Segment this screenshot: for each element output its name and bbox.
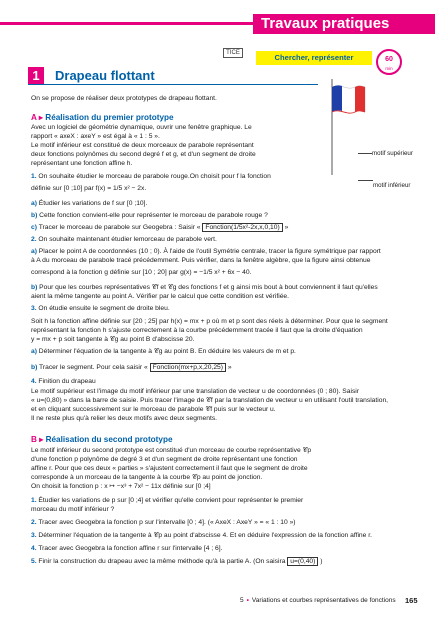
q-text: Tracer le segment. Pour cela saisir « [37, 364, 150, 371]
para: correspond à la fonction g définie sur [10 ; 20] par g(x) = −1/5 x² + 6x − 40. [31, 269, 252, 276]
geogebra-command: u=(0,40) [287, 557, 318, 566]
para: « u=(0,80) » dans la barre de saisie. Puis tracer l'image de 𝒞f par la translation de vecteur u en utilisant l'outil translation, [31, 397, 389, 404]
q-letter: a) [31, 200, 37, 207]
question-1-formula: définie sur [0 ;10] par f(x) = 1/5 x² − 2x. [31, 185, 147, 192]
chapter-number: 5 [240, 597, 244, 604]
q-text: Étudier les variations de p sur [0 ;4] et vérifier qu'elle convient pour représenter le premier [36, 497, 304, 504]
q-text: Tracer le morceau de parabole sur Geogebra : Saisir « [36, 224, 203, 231]
flag-red-band [355, 86, 365, 112]
skill-badge: Chercher, représenter [256, 51, 372, 65]
question-1c [31, 224, 288, 233]
q-number: 4. [31, 378, 37, 385]
flag-illustration [329, 79, 369, 179]
para: Le motif inférieur du second prototype est constitué d'un morceau de courbe représentative 𝒞p [31, 447, 312, 454]
section-a-label: A ▸ [31, 113, 46, 122]
q-text: On étudie ensuite le segment de droite bleu. [36, 305, 170, 312]
para: y = mx + p soit tangente à 𝒞g au point B d'abscisse 20. [31, 336, 195, 343]
upper-callout-line [358, 153, 372, 154]
q-text: Déterminer l'équation de la tangente à 𝒞p au point d'abscisse 4. Et en déduire l'expression de la fonction affine r. [36, 532, 372, 539]
page-number: 165 [405, 596, 418, 605]
question-b1 [31, 497, 303, 506]
question-1 [31, 173, 271, 182]
lower-motif-label: motif inférieur [373, 182, 411, 189]
q-text: Placer le point A de coordonnées (10 ; 0). À l'aide de l'outil Symétrie centrale, tracer la figure symétrique par rapport [36, 248, 381, 255]
question-3 [31, 305, 170, 314]
para: Le motif supérieur est l'image du motif inférieur par une translation de vecteur u de coordonnées (0 ; 80). Saisir [31, 388, 360, 395]
q-text: Tracer avec Geogebra la fonction p sur l'intervalle [0 ; 4]. (« AxeX : AxeY » = « 1 : 10 ») [36, 519, 296, 526]
q-text: Déterminer l'équation de la tangente à 𝒞g au point B. En déduire les valeurs de m et p. [36, 348, 296, 355]
para: Soit h la fonction affine définie sur [20 ; 25] par h(x) = mx + p où m et p sont des réels à déterminer. Pour que le segment [31, 318, 388, 325]
para: à A du morceau de parabole tracé précédemment. Puis vérifier, dans la fenêtre algèbre, que la figure ainsi obtenue [31, 257, 371, 264]
q-number: 5. [31, 558, 37, 565]
time-unit: min [385, 66, 393, 71]
para: représentant la fonction h s'ajuste correctement à la courbe précédemment tracée il faut que la droite d'équation [31, 327, 363, 334]
q-number: 1. [31, 173, 37, 180]
para: rapport « axeX : axeY » est égal à « 1 : 5 ». [31, 133, 160, 140]
para: Le motif inférieur est constitué de deux morceaux de parabole représentant [31, 142, 254, 149]
q-letter: b) [31, 364, 38, 371]
q-text: On souhaite étudier le morceau de parabole rouge.On choisit pour f la fonction [36, 173, 271, 180]
para: aient la même tangente au point A. Vérifier par le calcul que cette condition est vérifiée. [31, 293, 289, 300]
title-underline [28, 84, 318, 85]
exercise-title: Drapeau flottant [55, 68, 155, 83]
question-3a [31, 348, 296, 357]
intro-text: On se propose de réaliser deux prototypes de drapeau flottant. [31, 95, 217, 102]
q-letter: c) [31, 224, 37, 231]
exercise-number: 1 [28, 67, 44, 84]
q-letter: a) [31, 248, 37, 255]
flag-blue-band [332, 85, 342, 112]
q-number: 1. [31, 497, 37, 504]
para: représentant une fonction affine h. [31, 160, 133, 167]
q-text: ) [318, 558, 323, 565]
q-text: Finition du drapeau [36, 378, 96, 385]
upper-motif-label: motif supérieur [372, 150, 413, 157]
lower-callout-line [358, 180, 373, 181]
section-title: Travaux pratiques [253, 14, 435, 34]
q-text: On souhaite maintenant étudier lemorceau de parabole vert. [36, 236, 217, 243]
section-a-title: Réalisation du premier prototype [45, 113, 174, 122]
question-2b [31, 284, 378, 293]
q-text: Étudier les variations de f sur [0 ;10]. [36, 200, 148, 207]
geogebra-command: Fonction(mx+p,x,20,25) [150, 363, 226, 372]
time-value: 60 [385, 56, 393, 63]
para: d'une fonction p polynôme de degré 3 et d'un segment de droite représentant une fonction [31, 456, 298, 463]
q-text: Cette fonction convient-elle pour représenter le morceau de parabole rouge ? [37, 212, 268, 219]
para: affine r. Pour que ces deux « parties » s'ajustent correctement il faut que le segment de droite [31, 465, 308, 472]
q-number: 3. [31, 305, 37, 312]
q-letter: b) [31, 212, 38, 219]
section-b-heading [31, 434, 173, 444]
question-1b [31, 212, 268, 221]
question-b2 [31, 519, 296, 528]
q-number: 2. [31, 236, 37, 243]
question-b5 [31, 558, 322, 567]
footer-separator: • [246, 597, 249, 604]
q-number: 4. [31, 545, 37, 552]
para: morceau du motif inférieur ? [31, 506, 115, 513]
q-text: Finir la construction du drapeau avec la même méthode qu'à la partie A. (On saisira [36, 558, 288, 565]
question-b4 [31, 545, 222, 554]
q-number: 3. [31, 532, 37, 539]
q-text: Pour que les courbes représentatives 𝒞f et 𝒞g des fonctions f et g ainsi mis bout à bout conviennent il faut qu'elles [37, 284, 378, 291]
question-2 [31, 236, 217, 245]
section-b-title: Réalisation du second prototype [45, 435, 173, 444]
para: deux fonctions polynômes du second degré f et g, et d'un segment de droite [31, 151, 256, 158]
question-b3 [31, 532, 372, 541]
q-text: » [282, 224, 289, 231]
question-2a [31, 248, 381, 257]
para: On choisit la fonction p : x ↦ −x³ + 7x² − 11x définie sur [0 ;4] [31, 483, 211, 490]
question-1a [31, 200, 147, 209]
q-text: Tracer avec Geogebra la fonction affine r sur l'intervalle [4 ; 6]. [36, 545, 223, 552]
q-text: » [226, 364, 232, 371]
question-4 [31, 378, 96, 387]
para: corresponde à un morceau de la tangente à la courbe 𝒞p au point de jonction. [31, 474, 263, 481]
q-letter: b) [31, 284, 38, 291]
para: Avec un logiciel de géométrie dynamique, ouvrir une fenêtre graphique. Le [31, 124, 252, 131]
geogebra-command: Fonction(1/5x²-2x,x,0,10) [202, 223, 282, 232]
clock-icon [376, 49, 402, 75]
section-a-heading [31, 112, 174, 122]
question-3b [31, 364, 232, 373]
para: Il ne reste plus qu'à relier les deux motifs avec deux segments. [31, 415, 218, 422]
chapter-title: Variations et courbes représentatives de fonctions [251, 597, 396, 604]
q-letter: a) [31, 348, 37, 355]
page-footer [240, 597, 396, 604]
q-number: 2. [31, 519, 37, 526]
section-b-label: B ▸ [31, 435, 46, 444]
para: et en cliquant successivement sur le morceau de parabole 𝒞f puis sur le vecteur u. [31, 406, 276, 413]
tice-badge: TICE [223, 48, 243, 58]
